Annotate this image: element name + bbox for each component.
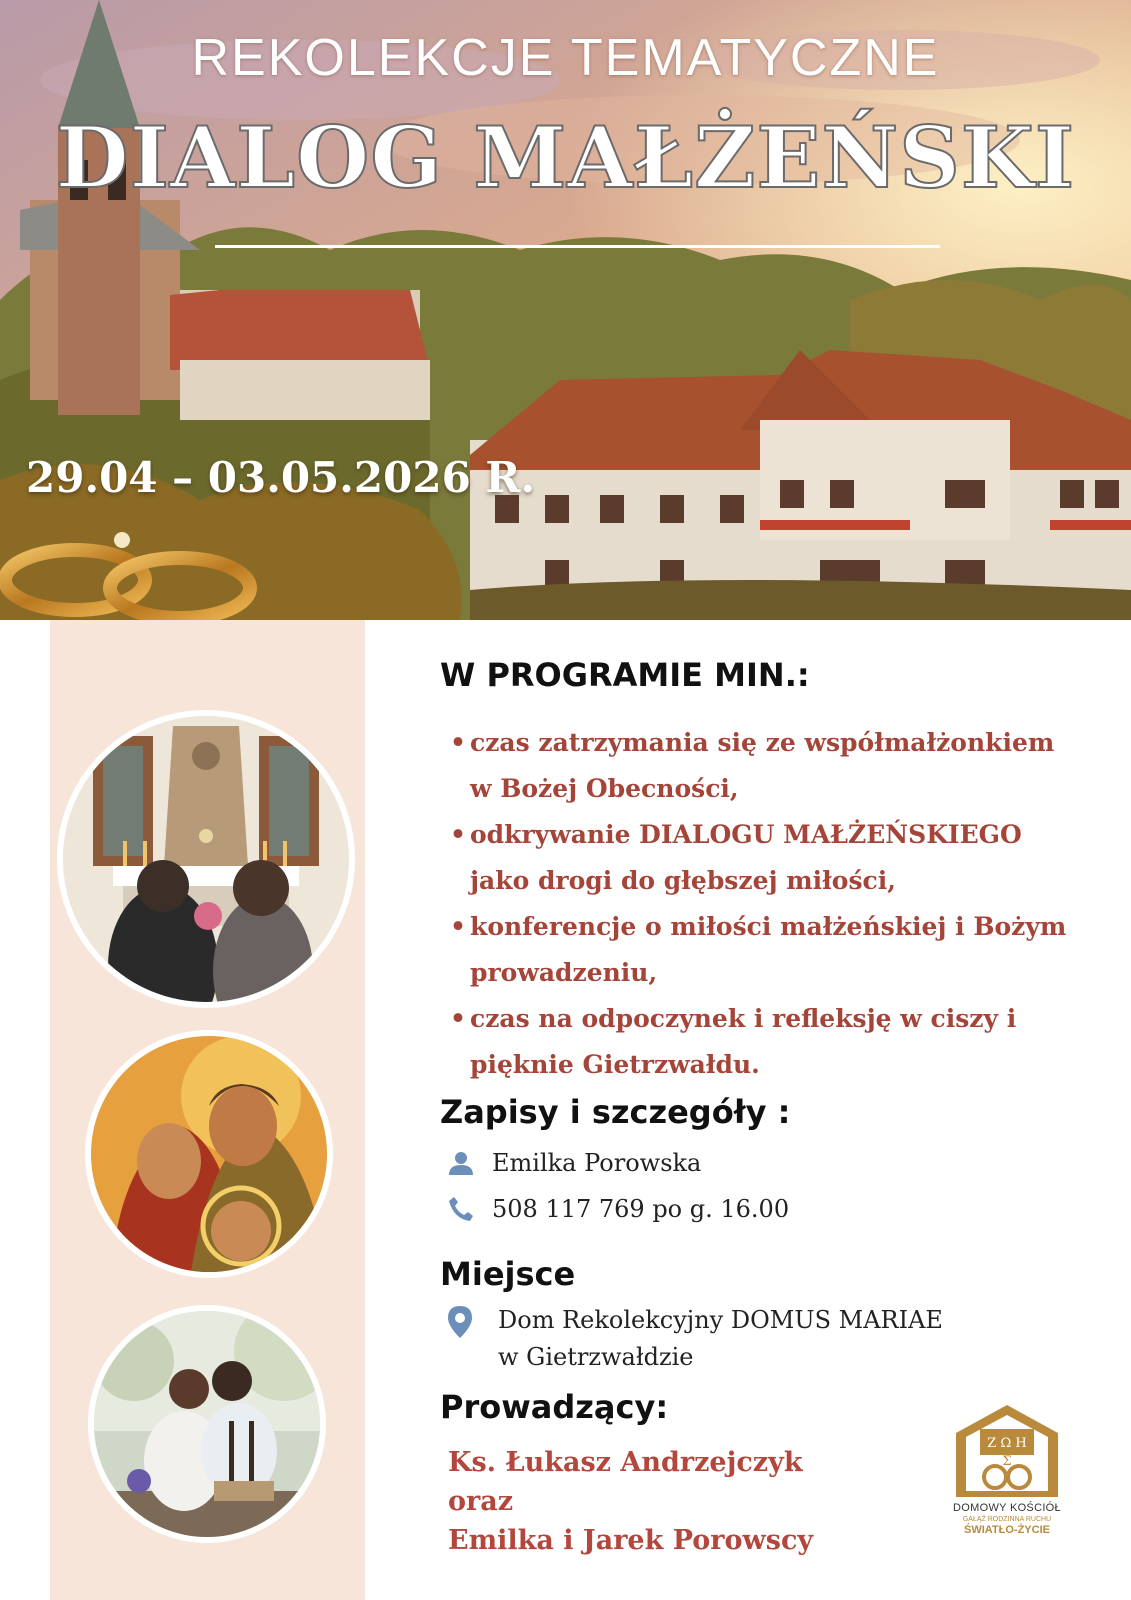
leader-line: oraz [448,1486,514,1517]
leader-line: Emilka i Jarek Porowscy [448,1525,814,1556]
logo-movement: ŚWIATŁO-ŻYCIE [964,1524,1050,1536]
place-address [498,1302,943,1376]
list-item: • czas na odpoczynek i refleksję w ciszy i pięknie Gietrzwałdu. [450,996,1070,1088]
chapel-photo [57,710,355,1008]
logo-tagline: GAŁĄŹ RODZINNA RUCHU [962,1516,1052,1523]
place-line-2: w Gietrzwałdzie [498,1343,694,1371]
contact-phone[interactable] [446,1194,789,1224]
leaders-list [448,1443,813,1560]
holy-family-icon-image [85,1030,333,1278]
location-pin-icon [448,1306,472,1342]
program-heading: W PROGRAMIE MIN.: [440,656,810,694]
event-title: DIALOG MAŁŻEŃSKI [55,108,1076,207]
place-line-1: Dom Rekolekcyjny DOMUS MARIAE [498,1306,943,1334]
title-divider [215,245,940,248]
contact-person [446,1148,701,1178]
program-list [450,720,1070,1088]
contact-person-name: Emilka Porowska [492,1149,702,1177]
leader-line: Ks. Łukasz Andrzejczyk [448,1447,803,1478]
event-subtitle: REKOLEKCJE TEMATYCZNE [191,29,940,87]
logo-name: DOMOWY KOŚCIÓŁ [953,1502,1061,1514]
list-item: • odkrywanie DIALOGU MAŁŻEŃSKIEGO jako drogi do głębszej miłości, [450,812,1070,904]
list-item: • czas zatrzymania się ze współmałżonkiem w Bożej Obecności, [450,720,1070,812]
hero-background-image [0,0,1131,620]
hero-banner [0,0,1131,620]
contact-heading: Zapisy i szczegóły : [440,1093,791,1131]
svg-text:Ζ Ω Η: Ζ Ω Η [987,1436,1027,1451]
svg-text:Σ: Σ [1002,1454,1012,1469]
person-icon [446,1148,476,1178]
leaders-heading: Prowadzący: [440,1388,669,1426]
contact-phone-number[interactable]: 508 117 769 po g. 16.00 [492,1195,790,1223]
couple-photo [88,1305,326,1543]
list-item: • konferencje o miłości małżeńskiej i Bożym prowadzeniu, [450,904,1070,996]
event-dates: 29.04 – 03.05.2026 R. [26,453,535,502]
place-heading: Miejsce [440,1255,576,1293]
phone-icon [446,1194,476,1224]
